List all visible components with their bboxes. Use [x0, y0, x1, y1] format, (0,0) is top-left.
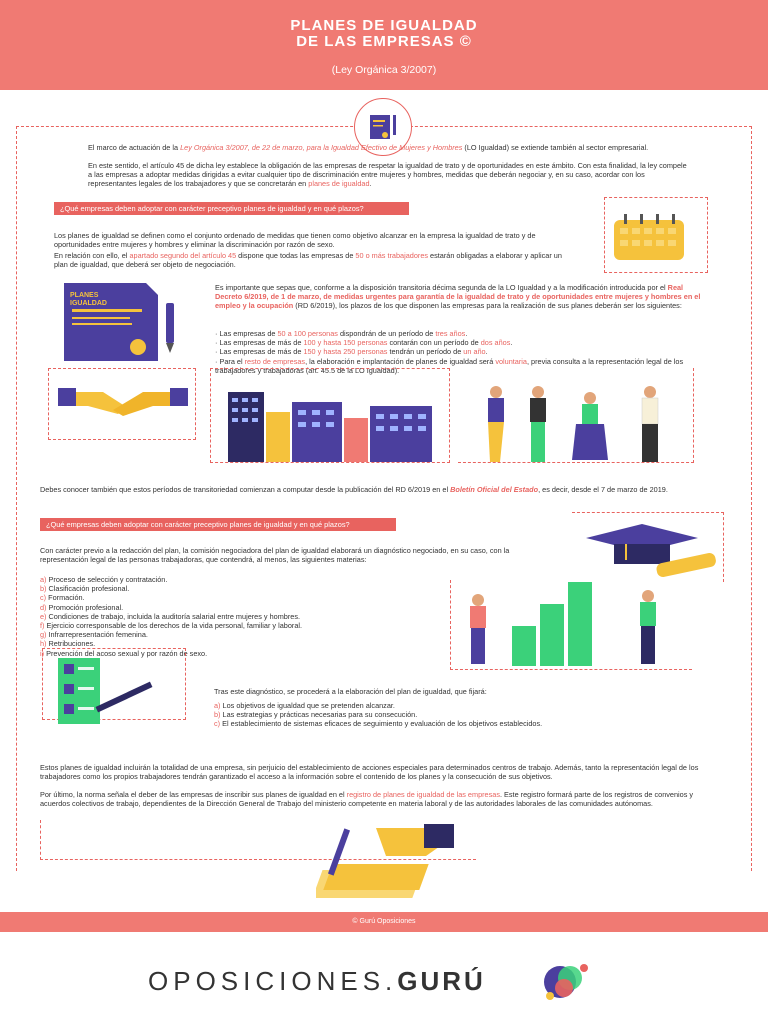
deadline-item: · Para el resto de empresas, la elaboración e implantación de planes de igualdad será voluntaria, previa consulta a la representación legal de los trabajadores y trabajadoras (art. 45.5 de la LO Igualdad). [215, 356, 684, 375]
signing-hand-illustration [316, 822, 456, 905]
section1-paragraph-3: Es importante que sepas que, conforme a la disposición transitoria décima segunda de la LO Igualdad y a la modificación introducida por el Real Decreto 6/2019, de 1 de marzo, de medidas urgentes para garantía de la igualdad de trato y de oportunidades entre mujeres y hombres en el empleo y la ocupación (RD 6/2019), los plazos de los que disponen las empresas para la realización de sus planes deberán ser los siguientes: [215, 283, 701, 311]
section2-paragraph-1: Con carácter previo a la redacción del plan, la comisión negociadora del plan de igualdad elaborará un diagnóstico negociado, en su caso, con la representación legal de las personas trabajadoras, que contendrá, al menos, las siguientes materias: [40, 546, 510, 565]
header-banner [0, 0, 768, 90]
article-link[interactable]: apartado segundo del artículo 45 [129, 251, 237, 260]
calendar-icon [612, 214, 686, 267]
intro-paragraph-1: El marco de actuación de la Ley Orgánica 3/2007, de 22 de marzo, para la Igualdad Efectivo de Mujeres y Hombres (LO Igualdad) se extiende también al sector empresarial. [88, 143, 649, 152]
diagnosis-item: c) Formación. [40, 593, 85, 603]
diagnosis-item: h) Retribuciones. [40, 639, 96, 649]
diagnosis-item: g) Infrarrepresentación femenina. [40, 630, 148, 640]
boe-link[interactable]: Boletín Oficial del Estado [450, 485, 539, 494]
diagnosis-item: e) Condiciones de trabajo, incluida la auditoría salarial entre mujeres y hombres. [40, 611, 301, 621]
plan-item: c) El establecimiento de sistemas eficaces de seguimiento y evaluación de los objetivos establecidos. [214, 719, 543, 729]
diagnosis-list [40, 575, 470, 658]
planes-link[interactable]: planes de igualdad [308, 179, 370, 189]
people-group-illustration [460, 380, 690, 475]
law-link[interactable]: Ley Orgánica 3/2007, de 22 de marzo, para la Igualdad Efectivo de Mujeres y Hombres [180, 143, 463, 152]
section1-paragraph-2: En relación con ello, el apartado segundo del artículo 45 dispone que todas las empresas de 50 o más trabajadores estarán obligadas a elaborar y aplicar un plan de igualdad, que deberá ser objeto de negociación. [54, 251, 562, 270]
page-title-line1: PLANES DE IGUALDAD [290, 17, 478, 34]
closing-paragraph-1: Estos planes de igualdad incluirán la totalidad de una empresa, sin perjuicio del establecimiento de acciones especiales para determinados centros de trabajo. Además, tanto la representación legal de los trabajadores como los propios trabajadores tendrán garantizado el acceso a la información sobre el contenido de los planes y la consecución de sus objetivos. [40, 763, 699, 782]
real-decreto-link[interactable]: Real Decreto 6/2019, de 1 de marzo, de medidas urgentes para garantía de la igualdad de trato y de oportunidades entre mujeres y hombres en el empleo y la ocupación [215, 283, 701, 311]
diagnosis-item: b) Clasificación profesional. [40, 584, 130, 594]
deadline-item: · Las empresas de más de 100 y hasta 150 personas contarán con un período de dos años. [215, 338, 513, 348]
diagnosis-item: f) Ejercicio corresponsable de los derechos de la vida personal, familiar y laboral. [40, 621, 303, 631]
plan-item: a) Los objetivos de igualdad que se pretenden alcanzar. [214, 701, 395, 710]
diagnosis-item: a) Proceso de selección y contratación. [40, 575, 168, 584]
deadline-item: · Las empresas de más de 150 y hasta 250 personas tendrán un período de un año. [215, 347, 488, 357]
section1-question: ¿Qué empresas deben adoptar con carácter preceptivo planes de igualdad y en qué plazos? [54, 202, 409, 215]
closing-paragraph-2: Por último, la norma señala el deber de las empresas de inscribir sus planes de igualdad en el registro de planes de igualdad de las empresas. Este registro formará parte de los registros de convenios y acuerdos colectivos de trabajo, dependientes de la Dirección General de Trabajo del ministerio competente en materia laboral y de las autoridades laborales de las comunidades autónomas. [40, 790, 694, 809]
presentation-bars-illustration [458, 580, 678, 675]
intro-paragraph-2: En este sentido, el artículo 45 de dicha ley establece la obligación de las empresas de respetar la igualdad de trato y de oportunidades en este ámbito. Con esta finalidad, la ley compele a las empresas a adoptar medidas dirigidas a evitar cualquier tipo de discriminación entre mujeres y hombres, medidas que deberán negociar y, en su caso, acordar con los representantes legales de los trabajadores y que se concretarán en planes de igualdad. [88, 161, 687, 189]
brand-logo-icon [540, 960, 592, 1009]
city-buildings-illustration [228, 382, 438, 467]
diagnosis-item: d) Promoción profesional. [40, 602, 124, 612]
section2-question: ¿Qué empresas deben adoptar con carácter preceptivo planes de igualdad y en qué plazos? [40, 518, 396, 531]
diagnosis-item: i) Prevención del acoso sexual y por razón de sexo. [40, 648, 208, 658]
page-title-line2: DE LAS EMPRESAS © [296, 33, 472, 50]
plan-contents-list [214, 701, 694, 729]
page-subtitle: (Ley Orgánica 3/2007) [331, 64, 437, 76]
section1-note: Debes conocer también que estos períodos de transitoriedad comienzan a computar desde la publicación del RD 6/2019 en el Boletín Oficial del Estado, es decir, desde el 7 de marzo de 2019. [40, 485, 668, 494]
section2-paragraph-2: Tras este diagnóstico, se procederá a la elaboración del plan de igualdad, que fijará: [214, 687, 487, 696]
planes-document-illustration [54, 283, 184, 368]
doc-label-2: IGUALDAD [70, 300, 107, 307]
graduation-cap-icon [586, 524, 716, 585]
checklist-icon [58, 658, 168, 731]
handshake-icon [58, 378, 188, 433]
section1-paragraph-1: Los planes de igualdad se definen como el conjunto ordenado de medidas que tienen como objetivo alcanzar en la empresa la igualdad de trato y de oportunidades entre mujeres y hombres y eliminar la discriminación por razón de sexo. [54, 231, 536, 250]
deadline-item: · Las empresas de 50 a 100 personas dispondrán de un período de tres años. [215, 329, 468, 338]
plan-item: b) Las estrategias y prácticas necesarias para su consecución. [214, 710, 418, 720]
footer-bar: © Gurú Oposiciones [0, 912, 768, 932]
doc-label-1: PLANES [70, 292, 99, 299]
registro-link[interactable]: registro de planes de igualdad de las empresas [346, 790, 500, 799]
brand-logo-text[interactable]: OPOSICIONES.GURÚ [148, 966, 486, 996]
